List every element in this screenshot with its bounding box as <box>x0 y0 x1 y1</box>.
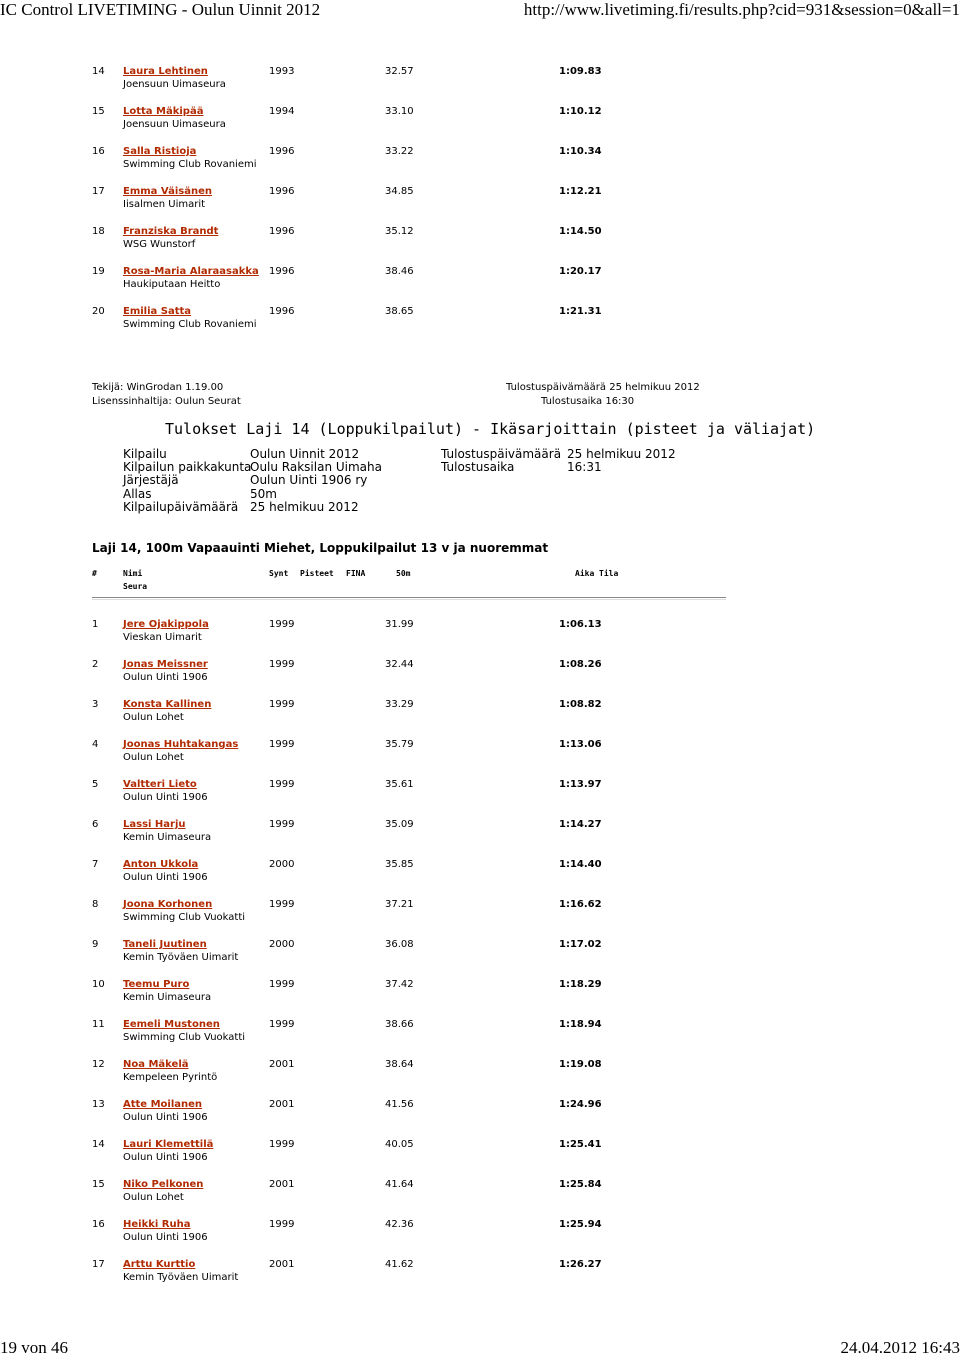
split-50m: 35.09 <box>385 819 414 830</box>
info-label: Kilpailun paikkakunta <box>123 460 252 474</box>
swimmer-name-link[interactable]: Noa Mäkelä <box>123 1059 189 1070</box>
club-name: Kemin Työväen Uimarit <box>123 952 239 963</box>
swimmer-name-link[interactable]: Salla Ristioja <box>123 146 197 157</box>
club-name: Oulun Uinti 1906 <box>123 792 208 803</box>
swimmer-name-link[interactable]: Teemu Puro <box>123 979 190 990</box>
page-title: Tulokset Laji 14 (Loppukilpailut) - Ikäsarjoittain (pisteet ja väliajat) <box>165 420 816 438</box>
result-position: 10 <box>92 979 105 990</box>
final-time: 1:17.02 <box>559 939 602 950</box>
result-row <box>0 225 960 253</box>
result-position: 3 <box>92 699 99 710</box>
result-row <box>0 738 960 766</box>
result-position: 14 <box>92 66 105 77</box>
result-position: 16 <box>92 146 105 157</box>
result-position: 20 <box>92 306 105 317</box>
swimmer-name-link[interactable]: Joona Korhonen <box>123 899 213 910</box>
result-row <box>0 185 960 213</box>
result-row <box>0 778 960 806</box>
result-row <box>0 145 960 173</box>
final-time: 1:24.96 <box>559 1099 602 1110</box>
final-time: 1:08.82 <box>559 699 602 710</box>
result-position: 15 <box>92 106 105 117</box>
result-position: 2 <box>92 659 99 670</box>
final-time: 1:14.40 <box>559 859 602 870</box>
result-position: 13 <box>92 1099 105 1110</box>
birth-year: 2001 <box>269 1059 295 1070</box>
final-time: 1:12.21 <box>559 186 602 197</box>
result-position: 19 <box>92 266 105 277</box>
club-name: Kemin Työväen Uimarit <box>123 1272 239 1283</box>
header-divider-shadow <box>92 599 726 600</box>
page-number: 19 von 46 <box>0 1338 68 1357</box>
birth-year: 1999 <box>269 739 295 750</box>
licensee-text: Lisenssinhaltija: Oulun Seurat <box>92 396 241 407</box>
result-row <box>0 978 960 1006</box>
swimmer-name-link[interactable]: Arttu Kurttio <box>123 1259 196 1270</box>
result-position: 6 <box>92 819 99 830</box>
result-row <box>0 65 960 93</box>
birth-year: 1996 <box>269 186 295 197</box>
split-50m: 34.85 <box>385 186 414 197</box>
info-label: Kilpailupäivämäärä <box>123 500 239 514</box>
result-row <box>0 105 960 133</box>
club-name: Oulun Uinti 1906 <box>123 1112 208 1123</box>
birth-year: 1999 <box>269 979 295 990</box>
result-position: 9 <box>92 939 99 950</box>
col-fina: FINA <box>346 569 366 578</box>
result-row <box>0 858 960 886</box>
result-position: 11 <box>92 1019 105 1030</box>
info-label: Tulostuspäivämäärä <box>441 447 562 461</box>
result-row <box>0 1218 960 1246</box>
swimmer-name-link[interactable]: Jonas Meissner <box>123 659 208 670</box>
club-name: Oulun Uinti 1906 <box>123 672 208 683</box>
result-row <box>0 898 960 926</box>
split-50m: 41.56 <box>385 1099 414 1110</box>
split-50m: 32.44 <box>385 659 414 670</box>
info-value: 50m <box>250 487 277 501</box>
birth-year: 1999 <box>269 699 295 710</box>
swimmer-name-link[interactable]: Eemeli Mustonen <box>123 1019 220 1030</box>
club-name: Swimming Club Vuokatti <box>123 912 246 923</box>
info-label: Tulostusaika <box>441 460 515 474</box>
info-value: 16:31 <box>567 460 602 474</box>
final-time: 1:25.84 <box>559 1179 602 1190</box>
result-position: 18 <box>92 226 105 237</box>
split-50m: 31.99 <box>385 619 414 630</box>
result-row <box>0 1018 960 1046</box>
result-row <box>0 658 960 686</box>
club-name: Iisalmen Uimarit <box>123 199 206 210</box>
swimmer-name-link[interactable]: Rosa-Maria Alaraasakka <box>123 266 259 277</box>
birth-year: 1993 <box>269 66 295 77</box>
club-name: Joensuun Uimaseura <box>123 119 226 130</box>
result-position: 12 <box>92 1059 105 1070</box>
swimmer-name-link[interactable]: Heikki Ruha <box>123 1219 191 1230</box>
info-value: Oulun Uinnit 2012 <box>250 447 360 461</box>
info-value: 25 helmikuu 2012 <box>567 447 676 461</box>
result-row <box>0 1258 960 1286</box>
swimmer-name-link[interactable]: Franziska Brandt <box>123 226 219 237</box>
swimmer-name-link[interactable]: Lauri Klemettilä <box>123 1139 214 1150</box>
club-name: Oulun Lohet <box>123 712 184 723</box>
club-name: Swimming Club Rovaniemi <box>123 159 257 170</box>
club-name: Oulun Lohet <box>123 1192 184 1203</box>
club-name: Swimming Club Vuokatti <box>123 1032 246 1043</box>
col-num: # <box>92 569 97 578</box>
result-row <box>0 618 960 646</box>
print-footer <box>0 1338 960 1357</box>
split-50m: 33.10 <box>385 106 414 117</box>
split-50m: 41.64 <box>385 1179 414 1190</box>
birth-year: 1999 <box>269 1139 295 1150</box>
split-50m: 35.12 <box>385 226 414 237</box>
final-time: 1:10.34 <box>559 146 602 157</box>
swimmer-name-link[interactable]: Valtteri Lieto <box>123 779 197 790</box>
final-time: 1:18.29 <box>559 979 602 990</box>
col-club: Seura <box>123 582 148 591</box>
club-name: Oulun Uinti 1906 <box>123 1232 208 1243</box>
info-label: Allas <box>123 487 152 501</box>
final-time: 1:21.31 <box>559 306 602 317</box>
result-row <box>0 1178 960 1206</box>
birth-year: 1999 <box>269 1219 295 1230</box>
split-50m: 35.79 <box>385 739 414 750</box>
club-name: Oulun Uinti 1906 <box>123 1152 208 1163</box>
page-url: http://www.livetiming.fi/results.php?cid=931&session=0&all=1 <box>523 0 960 19</box>
split-50m: 37.21 <box>385 899 414 910</box>
final-time: 1:26.27 <box>559 1259 602 1270</box>
split-50m: 41.62 <box>385 1259 414 1270</box>
club-name: WSG Wunstorf <box>123 239 196 250</box>
birth-year: 2001 <box>269 1179 295 1190</box>
final-time: 1:10.12 <box>559 106 602 117</box>
club-name: Oulun Lohet <box>123 752 184 763</box>
swimmer-name-link[interactable]: Emma Väisänen <box>123 186 212 197</box>
print-timestamp: 24.04.2012 16:43 <box>840 1338 960 1357</box>
final-time: 1:06.13 <box>559 619 602 630</box>
birth-year: 1999 <box>269 619 295 630</box>
col-yob: Synt <box>269 569 289 578</box>
club-name: Haukiputaan Heitto <box>123 279 221 290</box>
result-row <box>0 818 960 846</box>
final-time: 1:13.06 <box>559 739 602 750</box>
swimmer-name-link[interactable]: Lassi Harju <box>123 819 186 830</box>
final-time: 1:13.97 <box>559 779 602 790</box>
final-time: 1:25.94 <box>559 1219 602 1230</box>
final-time: 1:20.17 <box>559 266 602 277</box>
final-time: 1:16.62 <box>559 899 602 910</box>
final-time: 1:14.27 <box>559 819 602 830</box>
birth-year: 1999 <box>269 819 295 830</box>
birth-year: 1999 <box>269 779 295 790</box>
birth-year: 1999 <box>269 659 295 670</box>
swimmer-name-link[interactable]: Lotta Mäkipää <box>123 106 204 117</box>
birth-year: 2000 <box>269 859 295 870</box>
split-50m: 38.66 <box>385 1019 414 1030</box>
result-position: 16 <box>92 1219 105 1230</box>
swimmer-name-link[interactable]: Joonas Huhtakangas <box>123 739 239 750</box>
split-50m: 33.22 <box>385 146 414 157</box>
split-50m: 35.85 <box>385 859 414 870</box>
swimmer-name-link[interactable]: Emilia Satta <box>123 306 192 317</box>
swimmer-name-link[interactable]: Niko Pelkonen <box>123 1179 204 1190</box>
info-value: 25 helmikuu 2012 <box>250 500 359 514</box>
result-position: 15 <box>92 1179 105 1190</box>
result-row <box>0 305 960 333</box>
result-position: 8 <box>92 899 99 910</box>
final-time: 1:14.50 <box>559 226 602 237</box>
result-position: 17 <box>92 186 105 197</box>
split-50m: 36.08 <box>385 939 414 950</box>
swimmer-name-link[interactable]: Konsta Kallinen <box>123 699 212 710</box>
swimmer-name-link[interactable]: Jere Ojakippola <box>123 619 209 630</box>
split-50m: 38.64 <box>385 1059 414 1070</box>
final-time: 1:18.94 <box>559 1019 602 1030</box>
swimmer-name-link[interactable]: Laura Lehtinen <box>123 66 208 77</box>
header-divider <box>92 597 726 598</box>
club-name: Joensuun Uimaseura <box>123 79 226 90</box>
split-50m: 42.36 <box>385 1219 414 1230</box>
birth-year: 2001 <box>269 1099 295 1110</box>
result-position: 5 <box>92 779 99 790</box>
col-split: 50m <box>396 569 411 578</box>
birth-year: 1996 <box>269 306 295 317</box>
swimmer-name-link[interactable]: Anton Ukkola <box>123 859 199 870</box>
final-time: 1:09.83 <box>559 66 602 77</box>
result-row <box>0 1098 960 1126</box>
birth-year: 1996 <box>269 226 295 237</box>
split-50m: 38.65 <box>385 306 414 317</box>
print-header <box>0 0 960 22</box>
swimmer-name-link[interactable]: Atte Moilanen <box>123 1099 203 1110</box>
result-row <box>0 1058 960 1086</box>
result-position: 4 <box>92 739 99 750</box>
split-50m: 32.57 <box>385 66 414 77</box>
result-position: 14 <box>92 1139 105 1150</box>
result-row <box>0 698 960 726</box>
result-position: 17 <box>92 1259 105 1270</box>
col-points: Pisteet <box>300 569 334 578</box>
birth-year: 1999 <box>269 1019 295 1030</box>
club-name: Kemin Uimaseura <box>123 992 212 1003</box>
birth-year: 1996 <box>269 146 295 157</box>
col-status: Tila <box>599 569 619 578</box>
col-time: Aika <box>575 569 595 578</box>
info-label: Kilpailu <box>123 447 167 461</box>
print-time-text: Tulostusaika 16:30 <box>541 396 635 407</box>
print-date-text: Tulostuspäivämäärä 25 helmikuu 2012 <box>506 382 700 393</box>
final-time: 1:25.41 <box>559 1139 602 1150</box>
club-name: Kemin Uimaseura <box>123 832 212 843</box>
split-50m: 40.05 <box>385 1139 414 1150</box>
swimmer-name-link[interactable]: Taneli Juutinen <box>123 939 207 950</box>
split-50m: 33.29 <box>385 699 414 710</box>
split-50m: 38.46 <box>385 266 414 277</box>
info-value: Oulun Uinti 1906 ry <box>250 473 368 487</box>
club-name: Swimming Club Rovaniemi <box>123 319 257 330</box>
result-row <box>0 1138 960 1166</box>
window-title: IC Control LIVETIMING - Oulun Uinnit 2012 <box>0 0 321 19</box>
col-name: Nimi <box>123 569 143 578</box>
result-row <box>0 265 960 293</box>
result-row <box>0 938 960 966</box>
club-name: Oulun Uinti 1906 <box>123 872 208 883</box>
author-text: Tekijä: WinGrodan 1.19.00 <box>92 382 224 393</box>
final-time: 1:19.08 <box>559 1059 602 1070</box>
final-time: 1:08.26 <box>559 659 602 670</box>
result-position: 1 <box>92 619 99 630</box>
club-name: Vieskan Uimarit <box>123 632 202 643</box>
info-label: Järjestäjä <box>123 473 179 487</box>
birth-year: 1994 <box>269 106 295 117</box>
birth-year: 1999 <box>269 899 295 910</box>
result-position: 7 <box>92 859 99 870</box>
club-name: Kempeleen Pyrintö <box>123 1072 218 1083</box>
info-value: Oulu Raksilan Uimaha <box>250 460 382 474</box>
event-title: Laji 14, 100m Vapaauinti Miehet, Loppukilpailut 13 v ja nuoremmat <box>92 541 549 555</box>
birth-year: 2000 <box>269 939 295 950</box>
split-50m: 37.42 <box>385 979 414 990</box>
split-50m: 35.61 <box>385 779 414 790</box>
birth-year: 1996 <box>269 266 295 277</box>
birth-year: 2001 <box>269 1259 295 1270</box>
